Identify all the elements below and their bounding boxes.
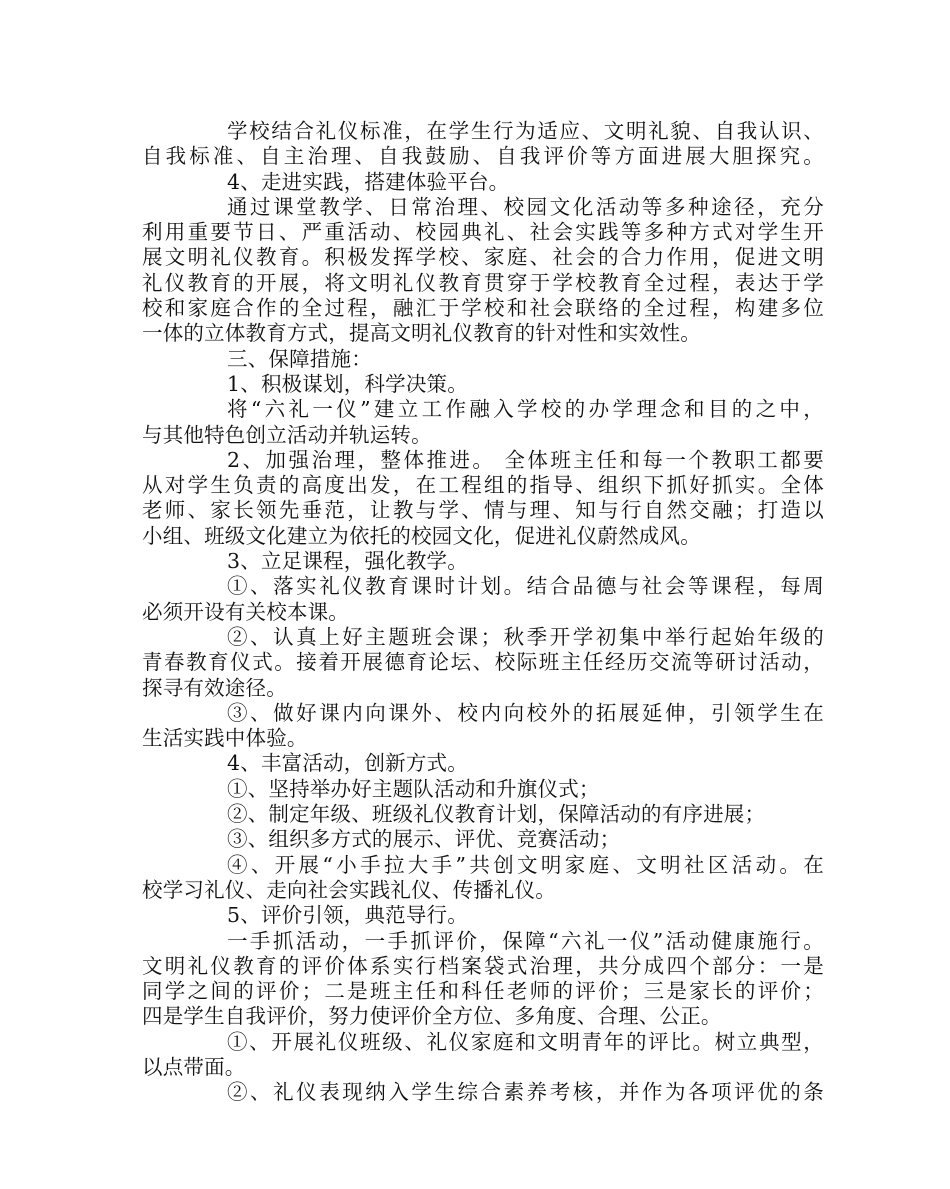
text-line: 探寻有效途径。	[142, 675, 287, 700]
text-line: 礼仪教育的开展，将文明礼仪教育贯穿于学校教育全过程，表达于学	[142, 270, 824, 295]
text-line: 2、加强治理，整体推进。 全体班主任和每一个教职工都要	[227, 447, 824, 472]
text-line: 生活实践中体验。	[142, 726, 308, 751]
text-line: 将“六礼一仪”建立工作融入学校的办学理念和目的之中，	[227, 397, 824, 422]
section-heading: 5、评价引领，典范导行。	[227, 903, 468, 928]
section-heading: 3、立足课程，强化教学。	[227, 549, 468, 574]
text-line: 文明礼仪教育的评价体系实行档案袋式治理，共分成四个部分：一是	[142, 953, 824, 978]
text-line: 同学之间的评价；二是班主任和科任老师的评价；三是家长的评价；	[142, 979, 824, 1004]
text-line: ③、组织多方式的展示、评优、竞赛活动；	[227, 827, 621, 852]
text-line: ①、坚持举办好主题队活动和升旗仪式；	[227, 776, 600, 801]
text-line: 一体的立体教育方式，提高文明礼仪教育的针对性和实效性。	[142, 321, 701, 346]
section-heading: 1、积极谋划，科学决策。	[227, 371, 468, 396]
section-heading: 4、丰富活动，创新方式。	[227, 751, 468, 776]
text-line: ③、做好课内向课外、校内向校外的拓展延伸，引领学生在	[227, 700, 824, 725]
text-line: 从对学生负责的高度出发，在工程组的指导、组织下抓好抓实。全体	[142, 473, 824, 498]
text-line: 青春教育仪式。接着开展德育论坛、校际班主任经历交流等研讨活动，	[142, 650, 824, 675]
text-line: 以点带面。	[142, 1054, 246, 1079]
text-line: 自我标准、自主治理、自我鼓励、自我评价等方面进展大胆探究。	[142, 144, 824, 169]
section-heading: 三、保障措施：	[227, 346, 372, 371]
text-line: 校学习礼仪、走向社会实践礼仪、传播礼仪。	[142, 877, 556, 902]
text-line: 校和家庭合作的全过程，融汇于学校和社会联络的全过程，构建多位	[142, 296, 824, 321]
text-line: ④、开展“小手拉大手”共创文明家庭、文明社区活动。在	[227, 852, 824, 877]
text-line: 与其他特色创立活动并轨运转。	[142, 422, 432, 447]
text-line: 老师、家长领先垂范，让教与学、情与理、知与行自然交融；打造以	[142, 498, 824, 523]
text-line: ②、制定年级、班级礼仪教育计划，保障活动的有序进展；	[227, 802, 766, 827]
text-line: 展文明礼仪教育。积极发挥学校、家庭、社会的合力作用，促进文明	[142, 245, 824, 270]
text-line: ②、认真上好主题班会课；秋季开学初集中举行起始年级的	[227, 624, 824, 649]
document-body	[142, 119, 824, 1106]
text-line: 小组、班级文化建立为依托的校园文化，促进礼仪蔚然成风。	[142, 523, 701, 548]
text-line: ②、礼仪表现纳入学生综合素养考核，并作为各项评优的条	[227, 1080, 824, 1105]
section-heading: 4、走进实践，搭建体验平台。	[227, 169, 510, 194]
text-line: 一手抓活动，一手抓评价，保障“六礼一仪”活动健康施行。	[227, 928, 824, 953]
text-line: 四是学生自我评价，努力使评价全方位、多角度、合理、公正。	[142, 1004, 722, 1029]
text-line: ①、开展礼仪班级、礼仪家庭和文明青年的评比。树立典型，	[227, 1029, 824, 1054]
text-line: ①、落实礼仪教育课时计划。结合品德与社会等课程，每周	[227, 574, 824, 599]
text-line: 学校结合礼仪标准，在学生行为适应、文明礼貌、自我认识、	[227, 119, 824, 143]
text-line: 利用重要节日、严重活动、校园典礼、社会实践等多种方式对学生开	[142, 220, 824, 245]
text-line: 通过课堂教学、日常治理、校园文化活动等多种途径，充分	[227, 194, 824, 219]
text-line: 必须开设有关校本课。	[142, 599, 349, 624]
